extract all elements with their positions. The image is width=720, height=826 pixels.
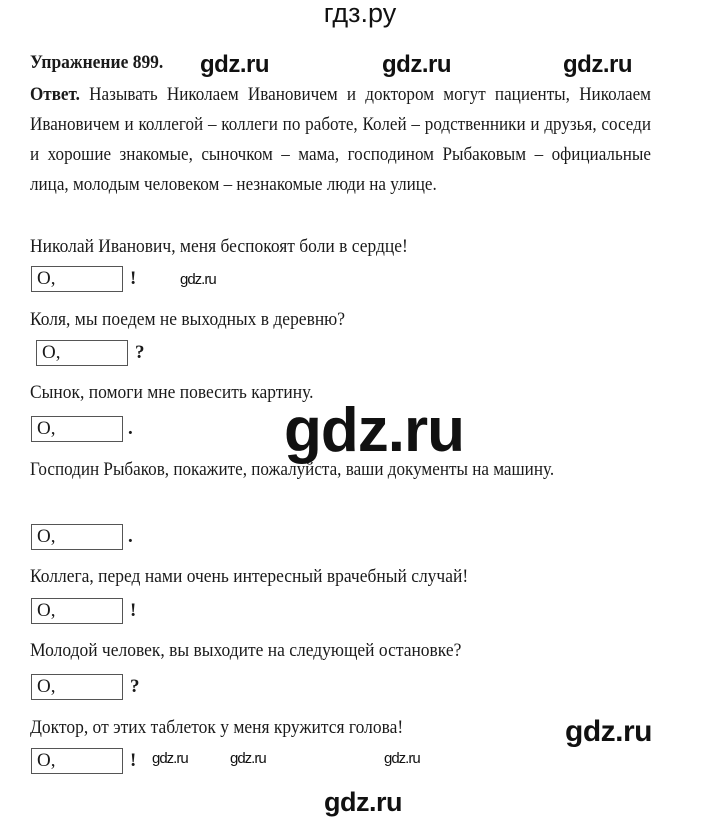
punct-1: ! [130,268,137,289]
watermark: gdz.ru [152,750,188,767]
answer-label: Ответ. [30,84,80,105]
punct-4: . [128,526,133,547]
punct-7: ! [130,750,137,771]
site-header-title[interactable]: гдз.ру [323,0,397,28]
answer-box-4: О, [31,524,123,550]
answer-paragraph [30,80,651,200]
punct-3: . [128,418,133,439]
watermark: gdz.ru [382,51,451,78]
sentence-5: Коллега, перед нами очень интересный врачебный случай! [30,566,469,587]
watermark: gdz.ru [324,787,402,817]
watermark: gdz.ru [180,271,216,288]
sentence-6: Молодой человек, вы выходите на следующей остановке? [30,640,462,661]
answer-box-3: О, [31,416,123,442]
watermark: gdz.ru [563,51,632,78]
punct-6: ? [130,676,140,697]
answer-box-2: О, [36,340,128,366]
watermark: gdz.ru [565,715,652,748]
watermark: gdz.ru [230,750,266,767]
answer-box-7: О, [31,748,123,774]
punct-2: ? [135,342,145,363]
answer-text: Называть Николаем Ивановичем и доктором могут пациенты, Николаем Ивановичем и коллегой – коллеги по работе, Колей – родственники и друзья, соседи и хорошие знакомые, сыночком – мама, господином Рыбаковым – официальные лица, молодым человеком – незнакомые люди на улице. [30,84,651,195]
sentence-3: Сынок, помоги мне повесить картину. [30,382,314,403]
answer-box-6: О, [31,674,123,700]
watermark: gdz.ru [384,750,420,767]
watermark: gdz.ru [200,51,269,78]
answer-box-5: О, [31,598,123,624]
sentence-1: Николай Иванович, меня беспокоят боли в сердце! [30,236,408,257]
answer-box-1: О, [31,266,123,292]
punct-5: ! [130,600,137,621]
sentence-7: Доктор, от этих таблеток у меня кружится голова! [30,717,404,738]
sentence-2: Коля, мы поедем не выходных в деревню? [30,309,345,330]
sentence-4: Господин Рыбаков, покажите, пожалуйста, ваши документы на машину. [30,459,555,480]
watermark: gdz.ru [284,396,464,465]
exercise-title: Упражнение 899. [30,52,164,73]
